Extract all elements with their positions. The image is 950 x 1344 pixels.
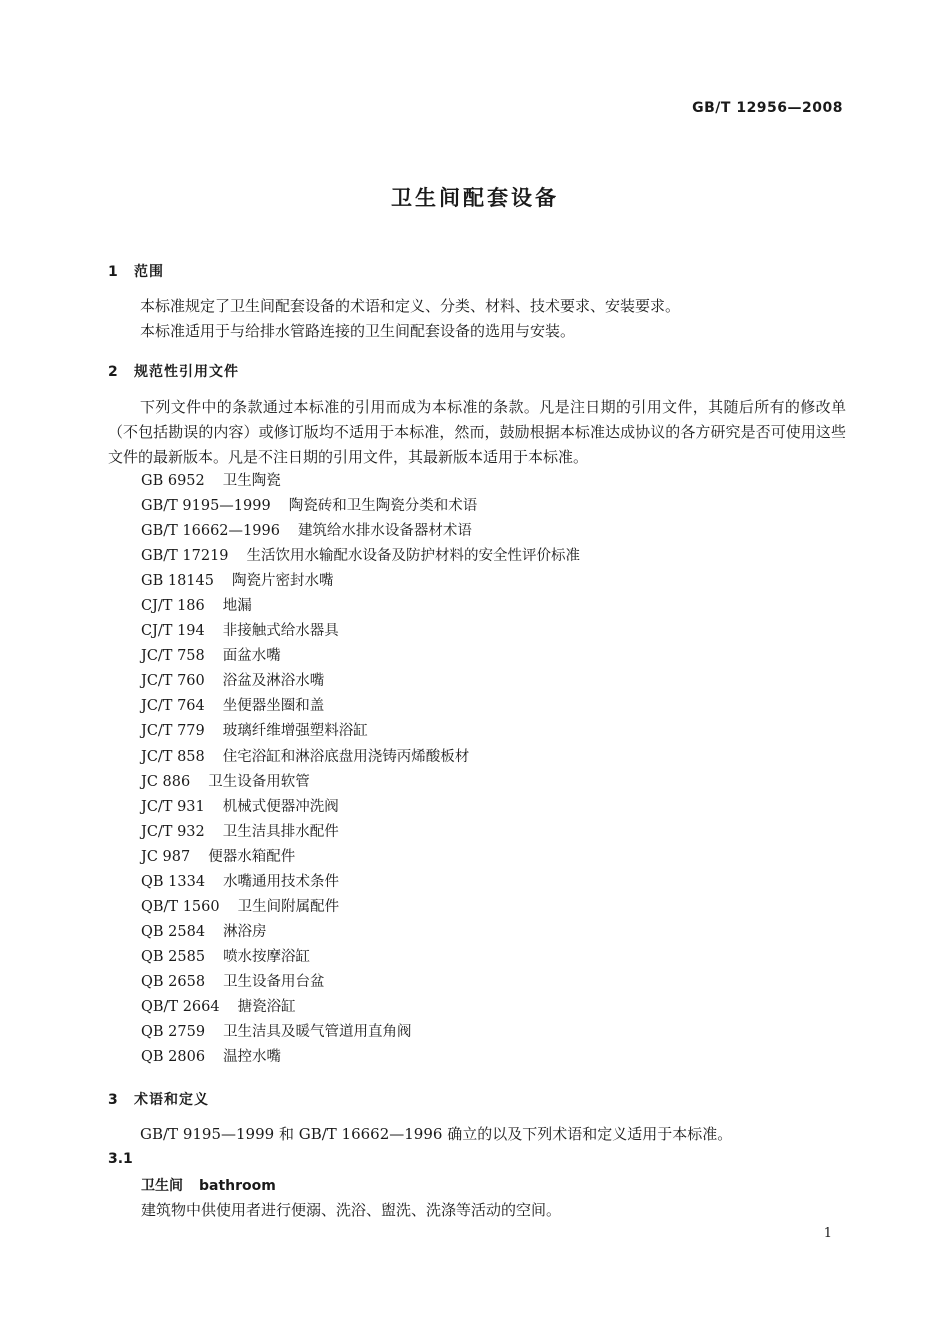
- term-english: bathroom: [199, 1178, 276, 1194]
- reference-code: QB 2806: [141, 1049, 206, 1066]
- reference-code: QB 2584: [141, 923, 206, 940]
- term-definition: 建筑物中供使用者进行便溺、洗浴、盥洗、洗涤等活动的空间。: [141, 1201, 562, 1219]
- reference-item: [141, 995, 580, 1020]
- reference-item: [141, 669, 580, 694]
- reference-code: JC 886: [141, 773, 191, 790]
- reference-title: 水嘴通用技术条件: [223, 873, 340, 890]
- reference-title: 搪瓷浴缸: [237, 998, 296, 1015]
- reference-item: [141, 970, 580, 995]
- reference-item: [141, 820, 580, 845]
- section-number: 3: [108, 1092, 119, 1108]
- reference-code: GB/T 16662—1996: [141, 523, 280, 540]
- reference-title: 浴盆及淋浴水嘴: [222, 673, 325, 690]
- reference-title: 卫生洁具排水配件: [222, 823, 339, 840]
- section-title: 规范性引用文件: [134, 364, 239, 380]
- reference-code: GB/T 9195—1999: [141, 498, 271, 515]
- terms-intro: [108, 1122, 846, 1147]
- reference-title: 便器水箱配件: [208, 848, 296, 865]
- reference-item: [141, 895, 580, 920]
- reference-code: JC 987: [141, 848, 191, 865]
- reference-item: [141, 945, 580, 970]
- reference-title: 温控水嘴: [223, 1049, 282, 1066]
- section-number: 1: [108, 264, 119, 280]
- reference-code: QB/T 2664: [141, 998, 220, 1015]
- reference-title: 玻璃纤维增强塑料浴缸: [222, 723, 368, 740]
- reference-title: 非接触式给水器具: [222, 623, 339, 640]
- reference-title: 卫生设备用软管: [208, 773, 310, 790]
- reference-code: QB/T 1560: [141, 898, 220, 915]
- section-title: 范围: [134, 264, 164, 280]
- term-number: 3.1: [108, 1151, 133, 1167]
- reference-title: 面盆水嘴: [222, 648, 281, 665]
- reference-code: JC/T 858: [141, 748, 205, 765]
- reference-code: QB 2585: [141, 948, 206, 965]
- reference-item: [141, 469, 580, 494]
- reference-code: GB/T 17219: [141, 548, 229, 565]
- section-title: 术语和定义: [134, 1092, 209, 1108]
- reference-item: [141, 519, 580, 544]
- reference-item: [141, 745, 580, 770]
- reference-title: 坐便器坐圈和盖: [222, 698, 325, 715]
- reference-code: JC/T 931: [141, 798, 205, 815]
- page-number: 1: [823, 1226, 832, 1241]
- normative-intro: [108, 395, 846, 470]
- reference-code: GB 6952: [141, 473, 205, 489]
- term-name: [141, 1175, 276, 1195]
- reference-title: 机械式便器冲洗阀: [222, 798, 339, 815]
- reference-item: [141, 644, 580, 669]
- reference-title: 卫生间附属配件: [237, 898, 340, 915]
- reference-title: 住宅浴缸和淋浴底盘用浇铸丙烯酸板材: [222, 748, 470, 765]
- reference-code: JC/T 764: [141, 698, 205, 715]
- reference-code: QB 1334: [141, 873, 206, 890]
- reference-code: JC/T 932: [141, 823, 205, 840]
- reference-title: 喷水按摩浴缸: [223, 948, 311, 965]
- reference-title: 地漏: [222, 598, 252, 615]
- section-3-heading: [108, 1089, 209, 1109]
- term-chinese: 卫生间: [141, 1178, 183, 1194]
- reference-item: [141, 494, 580, 519]
- reference-item: [141, 619, 580, 644]
- reference-title: 建筑给水排水设备器材术语: [297, 523, 472, 540]
- standard-code: GB/T 12956—2008: [692, 100, 843, 116]
- section-number: 2: [108, 364, 119, 380]
- reference-item: [141, 770, 580, 795]
- reference-code: QB 2759: [141, 1024, 206, 1041]
- paragraph: 本标准规定了卫生间配套设备的术语和定义、分类、材料、技术要求、安装要求。: [140, 297, 681, 315]
- reference-item: [141, 569, 580, 594]
- reference-item: [141, 594, 580, 619]
- reference-item: [141, 845, 580, 870]
- reference-item: [141, 795, 580, 820]
- reference-item: [141, 719, 580, 744]
- paragraph: GB/T 9195—1999 和 GB/T 16662—1996 确立的以及下列术语和定义适用于本标准。: [140, 1125, 733, 1143]
- reference-title: 卫生陶瓷: [222, 473, 281, 489]
- reference-item: [141, 694, 580, 719]
- reference-code: GB 18145: [141, 573, 214, 590]
- paragraph: 本标准适用于与给排水管路连接的卫生间配套设备的选用与安装。: [140, 322, 576, 340]
- reference-title: 陶瓷片密封水嘴: [231, 573, 334, 590]
- section-1-heading: [108, 261, 164, 281]
- reference-item: [141, 920, 580, 945]
- reference-title: 卫生洁具及暖气管道用直角阀: [223, 1024, 412, 1041]
- reference-code: JC/T 758: [141, 648, 205, 665]
- reference-code: QB 2658: [141, 973, 206, 990]
- reference-item: [141, 1045, 580, 1070]
- reference-title: 陶瓷砖和卫生陶瓷分类和术语: [288, 498, 478, 515]
- reference-title: 生活饮用水输配水设备及防护材料的安全性评价标准: [246, 548, 581, 565]
- reference-code: CJ/T 194: [141, 623, 205, 640]
- reference-code: JC/T 779: [141, 723, 205, 740]
- reference-item: [141, 544, 580, 569]
- paragraph: 下列文件中的条款通过本标准的引用而成为本标准的条款。凡是注日期的引用文件，其随后所有的修改单（不包括勘误的内容）或修订版均不适用于本标准，然而，鼓励根据本标准达成协议的各方研究是否可使用这些文件的最新版本。凡是不注日期的引用文件，其最新版本适用于本标准。: [108, 398, 846, 466]
- reference-item: [141, 1020, 580, 1045]
- reference-code: CJ/T 186: [141, 598, 205, 615]
- scope-body: [108, 294, 846, 344]
- section-2-heading: [108, 361, 239, 381]
- reference-item: [141, 870, 580, 895]
- document-title: 卫生间配套设备: [391, 186, 559, 210]
- reference-title: 卫生设备用台盆: [223, 973, 325, 990]
- reference-list: [141, 469, 580, 1070]
- reference-code: JC/T 760: [141, 673, 205, 690]
- reference-title: 淋浴房: [223, 923, 267, 940]
